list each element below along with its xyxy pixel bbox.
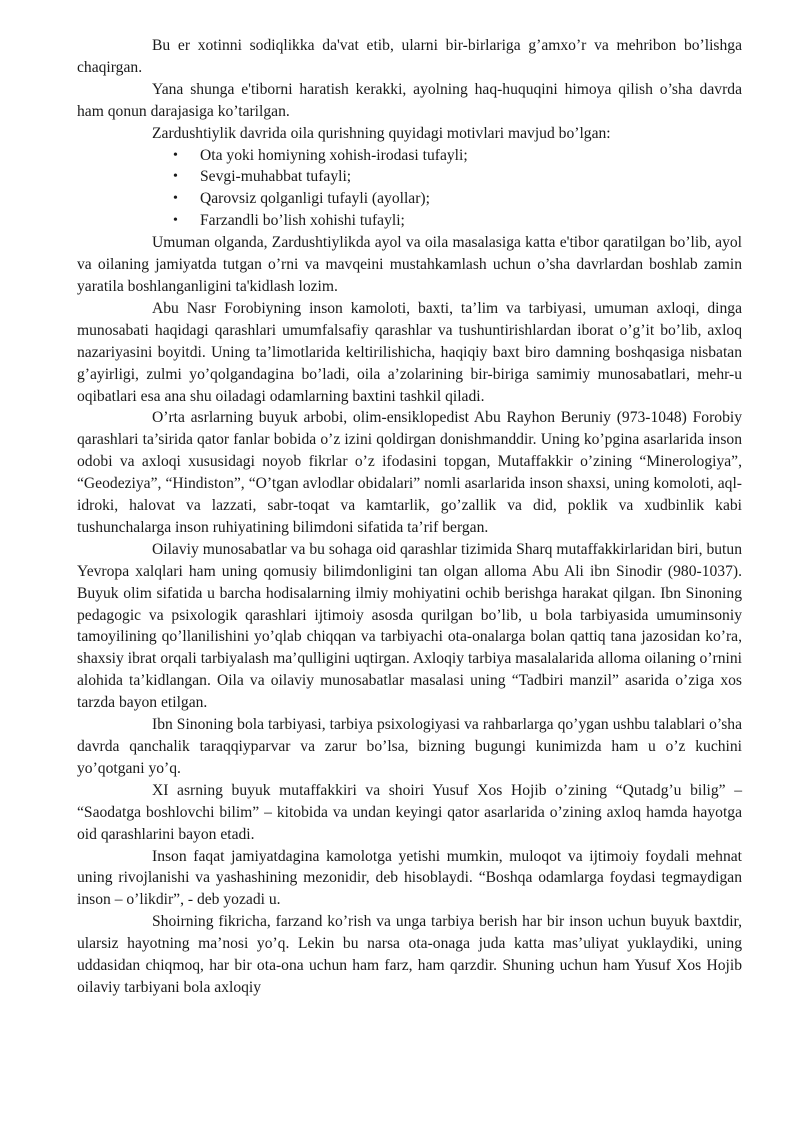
bullet-icon: • [173, 213, 178, 229]
paragraph: Zardushtiylik davrida oila qurishning quyidagi motivlari mavjud bo’lgan: [152, 124, 611, 142]
bullet-icon: • [173, 147, 178, 163]
list-item-text: Sevgi-muhabbat tufayli; [200, 168, 352, 186]
paragraph: O’rta asrlarning buyuk arbobi, olim-ensiklopedist Abu Rayhon Beruniy (973-1048) Forobiy qarashlari ta’sirida qator fanlar bobida o’z izini qoldirgan donishmanddir. Uning ko’pgina asarlarida inson odobi va axloqi xususidagi noyob fikrlar o’z ifodasini topgan, Mutaffakkir o’zining “Minerologiya”, “Geodeziya”, “Hindiston”, “O’tgan avlodlar obidalari” nomli asarlarida inson shaxsi, uning komoloti, aql-idroki, halovat va lazzati, sabr-toqat va kamtarlik, go’zallik va did, poklik va xudbinlik kabi tushunchalarga inson ruhiyatining bilimdoni sifatida ta’rif bergan. [77, 409, 742, 536]
motives-list [77, 145, 742, 233]
list-item-text: Ota yoki homiyning xohish-irodasi tufayli; [200, 146, 468, 164]
list-item [77, 166, 742, 188]
paragraph: XI asrning buyuk mutaffakkiri va shoiri Yusuf Xos Hojib o’zining “Qutadg’u bilig” – “Saodatga boshlovchi bilim” – kitobida va undan keyingi qator asarlarida o’zining axloq hamda hayotga oid qarashlarini bayon etadi. [77, 781, 742, 843]
paragraph: Umuman olganda, Zardushtiylikda ayol va oila masalasiga katta e'tibor qaratilgan bo’lib, ayol va oilaning jamiyatda tutgan o’rni va mavqeini mustahkamlash uchun o’sha davrlardan boshlab zamin yaratila boshlanganligini ta'kidlash lozim. [77, 234, 742, 295]
list-item-text: Qarovsiz qolganligi tufayli (ayollar); [200, 190, 430, 208]
paragraph: Inson faqat jamiyatdagina kamolotga yetishi mumkin, muloqot va ijtimoiy foydali mehnat uning rivojlanishi va yashashining mezonidir, deb hisoblaydi. “Boshqa odamlarga foydasi tegmaydigan inson – o’likdir”, - deb yozadi u. [77, 847, 742, 909]
bullet-icon: • [173, 169, 178, 185]
list-item-text: Farzandli bo’lish xohishi tufayli; [200, 212, 405, 230]
paragraph: Ibn Sinoning bola tarbiyasi, tarbiya psixologiyasi va rahbarlarga qo’ygan ushbu talablari o’sha davrda qanchalik taraqqiyparvar va zarur bo’lsa, bizning bugungi kunimizda ham u o’z kuchini yo’qotgani yo’q. [77, 716, 742, 777]
paragraph: Bu er xotinni sodiqlikka da'vat etib, ularni bir-birlariga g’amxo’r va mehribon bo’lishga chaqirgan. [77, 37, 742, 76]
document-page [77, 35, 742, 999]
bullet-icon: • [173, 191, 178, 207]
list-item [77, 145, 742, 167]
paragraph: Yana shunga e'tiborni haratish kerakki, ayolning haq-huquqini himoya qilish o’sha davrda ham qonun darajasiga ko’tarilgan. [77, 80, 742, 120]
paragraph: Shoirning fikricha, farzand ko’rish va unga tarbiya berish har bir inson uchun buyuk baxtdir, ularsiz hayotning ma’nosi yo’q. Lekin bu narsa ota-onaga juda katta mas’uliyat yuklaydiki, uning uddasidan chiqmoq, har bir ota-ona uchun ham farz, ham qarzdir. Shuning uchun ham Yusuf Xos Hojib oilaviy tarbiyani bola axloqiy [77, 913, 742, 996]
list-item [77, 188, 742, 210]
paragraph: Oilaviy munosabatlar va bu sohaga oid qarashlar tizimida Sharq mutaffakkirlaridan biri, butun Yevropa xalqlari ham uning qomusiy bilimdonligini tan olgan alloma Abu Ali ibn Sinodir (980-1037). Buyuk olim sifatida u barcha hodisalarning ilmiy mohiyatini ochib berishga harakat qilgan. Ibn Sinoning pedagogic va psixologik qarashlari ijtimoiy asosda qurilgan bo’lib, u bola tarbiyasida umuminsoniy tamoyilining qo’llanilishini yo’qlab chiqqan va tarbiyachi ota-onalarga bolan qattiq tana jazosidan ko’ra, shaxsiy ibrat orqali tarbiyalash ma’qulligini uqtirgan. Axloqiy tarbiya masalalarida alloma oilaning o’rnini alohida ta’kidlangan. Oila va oilaviy munosabatlar masalasi uning “Tadbiri manzil” asarida o’ziga xos tarzda bayon etilgan. [77, 540, 742, 712]
paragraph: Abu Nasr Forobiyning inson kamoloti, baxti, ta’lim va tarbiyasi, umuman axloqi, dinga munosabati haqidagi qarashlari umumfalsafiy qarashlar va tushuntirishlardan iborat o’g’it bo’lib, axloq nazariyasini boyitdi. Uning ta’limotlarida keltirilishicha, haqiqiy baxt biro damning boshqasiga nisbatan g’ayirligi, zulmi yo’qolgandagina bo’ladi, oila a’zolarining bir-biriga samimiy munosabatlari, mehr-u oqibatlari esa ana shu oiladagi odamlarning baxtini tashkil qiladi. [77, 299, 742, 405]
list-item [77, 210, 742, 232]
